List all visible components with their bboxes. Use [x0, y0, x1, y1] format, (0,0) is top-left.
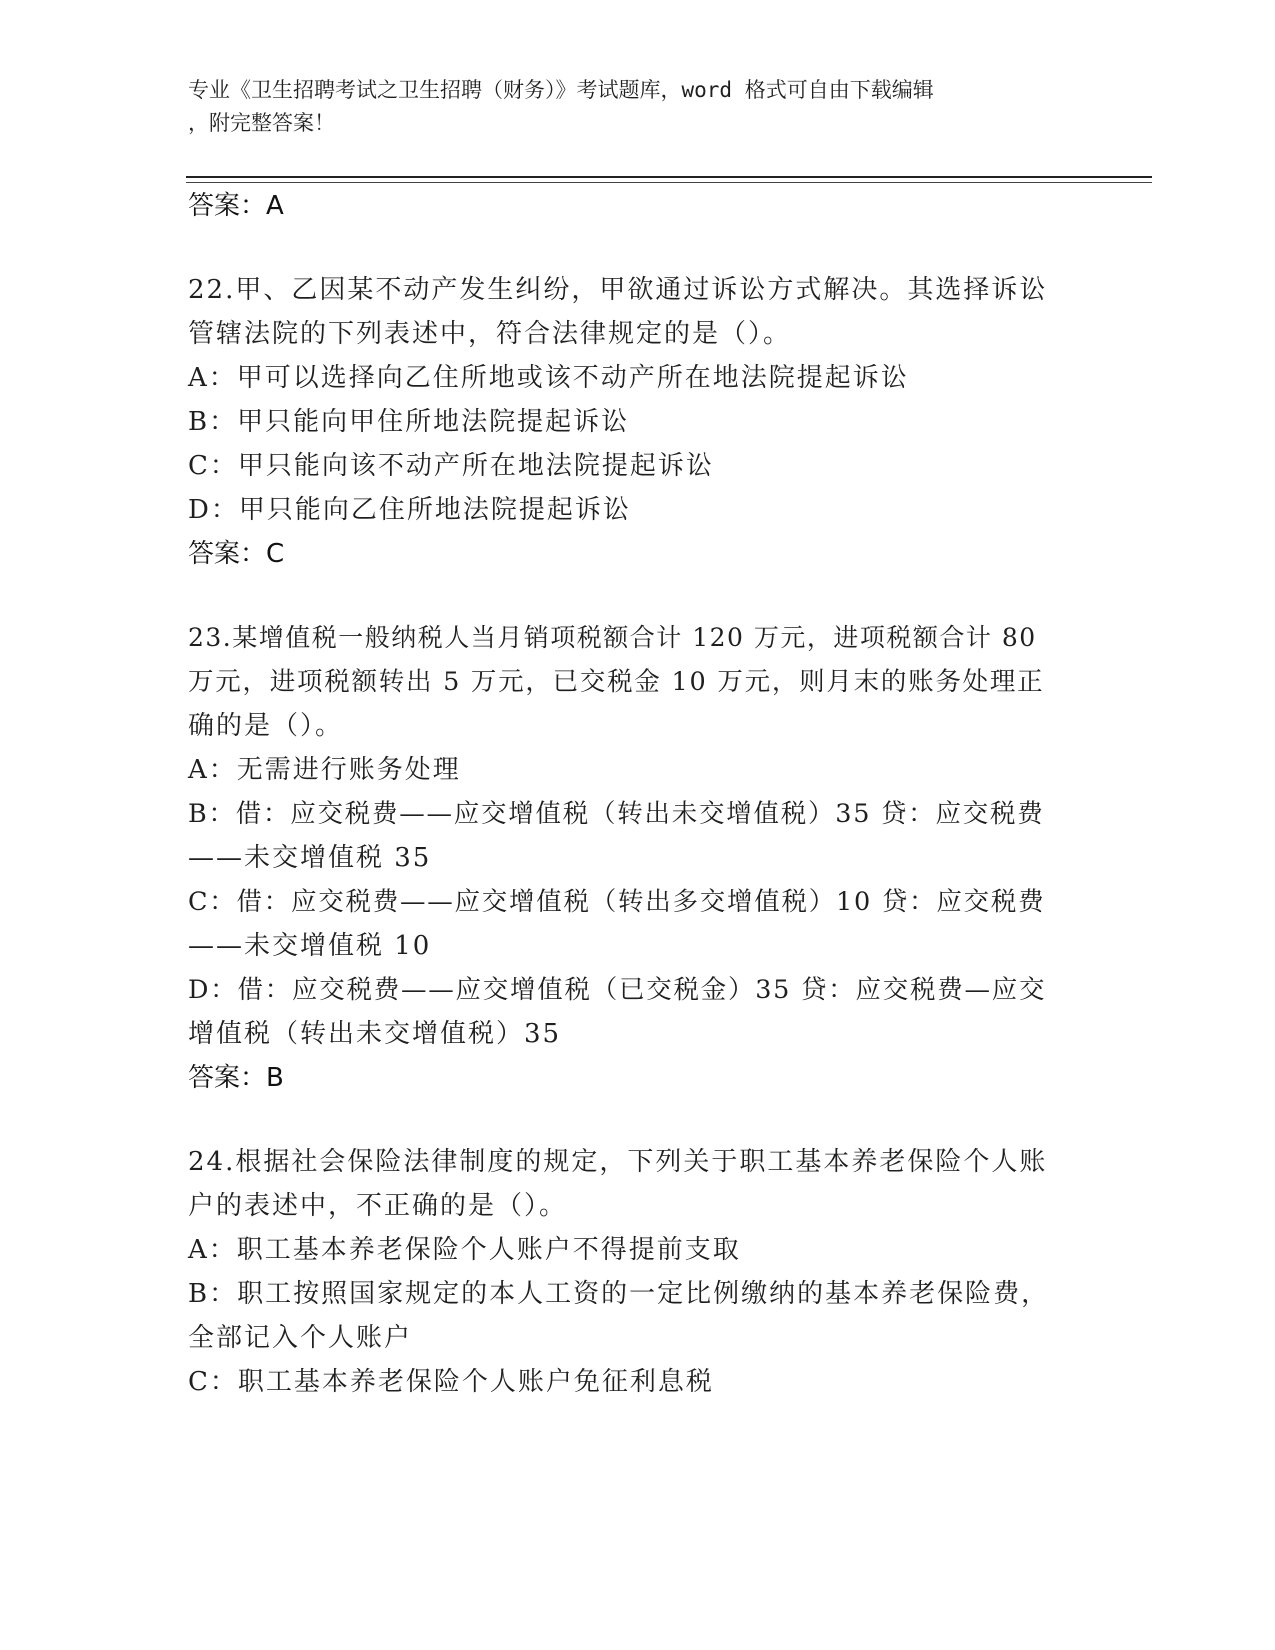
q23-stem-line-3: 确的是（）。 [188, 711, 344, 741]
q22-option-a: A：甲可以选择向乙住所地或该不动产所在地法院提起诉讼 [188, 363, 909, 393]
q24-stem-line-2: 户的表述中，不正确的是（）。 [188, 1191, 568, 1221]
header-line-1: 专业《卫生招聘考试之卫生招聘（财务）》考试题库，word 格式可自由下载编辑 [188, 78, 934, 102]
q23-option-a: A：无需进行账务处理 [188, 755, 461, 785]
q22-option-b: B：甲只能向甲住所地法院提起诉讼 [188, 407, 630, 437]
q24-option-b-line-2: 全部记入个人账户 [188, 1323, 413, 1353]
q23-option-d-line-2: 增值税（转出未交增值税）35 [188, 1019, 562, 1049]
q23-stem-line-1: 23.某增值税一般纳税人当月销项税额合计 120 万元，进项税额合计 80 [188, 623, 1037, 652]
header-divider-thick [186, 176, 1152, 178]
q22-stem-line-2: 管辖法院的下列表述中，符合法律规定的是（）。 [188, 319, 792, 349]
answer-q23: 答案：B [188, 1063, 284, 1093]
q24-option-b-line-1: B：职工按照国家规定的本人工资的一定比例缴纳的基本养老保险费， [188, 1279, 1050, 1309]
q24-option-a: A：职工基本养老保险个人账户不得提前支取 [188, 1235, 741, 1265]
answer-q21: 答案：A [188, 191, 284, 221]
header-divider-thin [186, 182, 1152, 183]
q24-stem-line-1: 24.根据社会保险法律制度的规定，下列关于职工基本养老保险个人账 [188, 1147, 1048, 1177]
answer-q22: 答案：C [188, 539, 285, 569]
q23-option-b-line-1: B：借：应交税费——应交增值税（转出未交增值税）35 贷：应交税费 [188, 799, 1045, 829]
q23-option-c-line-1: C：借：应交税费——应交增值税（转出多交增值税）10 贷：应交税费 [188, 887, 1046, 917]
header-line-2: ，附完整答案！ [188, 111, 335, 135]
q22-option-c: C：甲只能向该不动产所在地法院提起诉讼 [188, 451, 714, 481]
q24-option-c: C：职工基本养老保险个人账户免征利息税 [188, 1367, 714, 1397]
page-header [188, 74, 1088, 140]
q22-stem-line-1: 22.甲、乙因某不动产发生纠纷，甲欲通过诉讼方式解决。其选择诉讼 [188, 275, 1048, 305]
q22-option-d: D：甲只能向乙住所地法院提起诉讼 [188, 495, 631, 525]
q23-option-d-line-1: D：借：应交税费——应交增值税（已交税金）35 贷：应交税费—应交 [188, 975, 1047, 1005]
q23-stem-line-2: 万元，进项税额转出 5 万元，已交税金 10 万元，则月末的账务处理正 [188, 667, 1045, 697]
q23-option-b-line-2: ——未交增值税 35 [188, 843, 432, 873]
q23-option-c-line-2: ——未交增值税 10 [188, 931, 432, 961]
